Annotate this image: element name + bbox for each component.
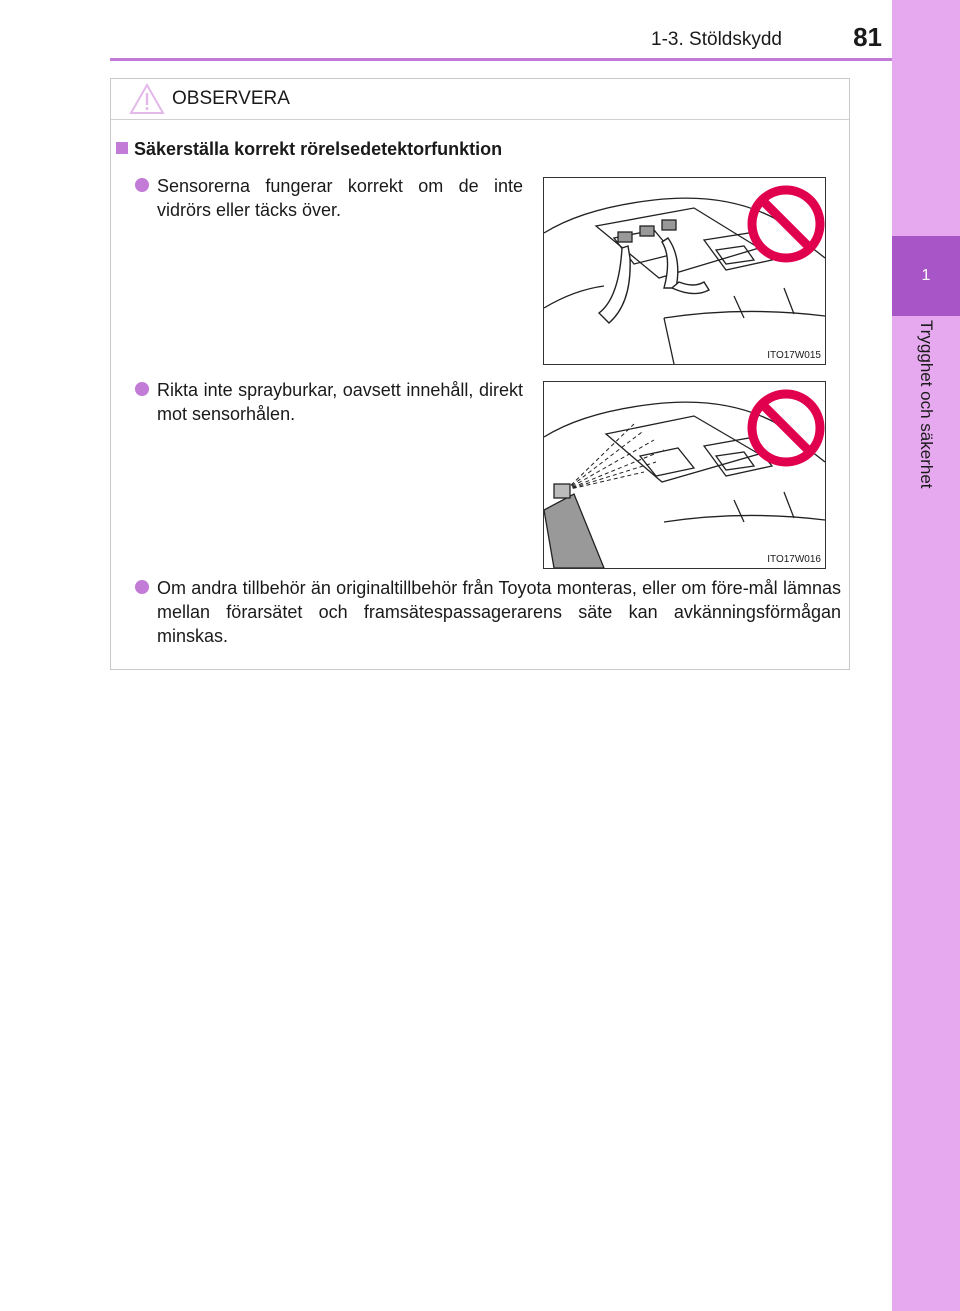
figure-code: ITO17W015: [767, 350, 821, 361]
chapter-title: Trygghet och säkerhet: [917, 320, 936, 489]
bullet-dot-icon: [135, 580, 149, 594]
notice-header: [111, 79, 849, 120]
chapter-number-tab[interactable]: [892, 236, 960, 316]
prohibition-icon: [752, 190, 820, 258]
section-title: 1-3. Stöldskydd: [651, 29, 782, 50]
overhead-console-illustration: [544, 178, 825, 364]
bullet-text: Om andra tillbehör än originaltillbehör från Toyota monteras, eller om före-mål lämnas mellan förarsätet och framsätespassagerarens säte kan avkänningsförmågan minskas.: [157, 578, 841, 646]
bullet-item: [157, 174, 523, 222]
square-bullet-icon: [116, 142, 128, 154]
chapter-number: 1: [921, 267, 931, 284]
figure-sensor-touch: [543, 177, 826, 365]
notice-box: [110, 78, 850, 670]
side-tab: [892, 0, 960, 1311]
bullet-item: [157, 378, 523, 426]
figure-spray-can: [543, 381, 826, 569]
figure-code: ITO17W016: [767, 554, 821, 565]
header-rule: [110, 58, 892, 61]
bullet-text: Rikta inte sprayburkar, oavsett innehåll, direkt mot sensorhålen.: [157, 380, 523, 424]
bullet-dot-icon: [135, 178, 149, 192]
prohibition-icon: [752, 394, 820, 462]
spray-can-illustration: [544, 382, 825, 568]
chapter-title-tab: [892, 320, 960, 540]
notice-subheading: Säkerställa korrekt rörelsedetektorfunktion: [116, 139, 502, 160]
bullet-dot-icon: [135, 382, 149, 396]
bullet-item: [157, 576, 841, 648]
page-number: 81: [853, 22, 882, 52]
notice-label: OBSERVERA: [172, 88, 290, 109]
warning-triangle-icon: [129, 83, 165, 115]
bullet-text: Sensorerna fungerar korrekt om de inte vidrörs eller täcks över.: [157, 176, 523, 220]
